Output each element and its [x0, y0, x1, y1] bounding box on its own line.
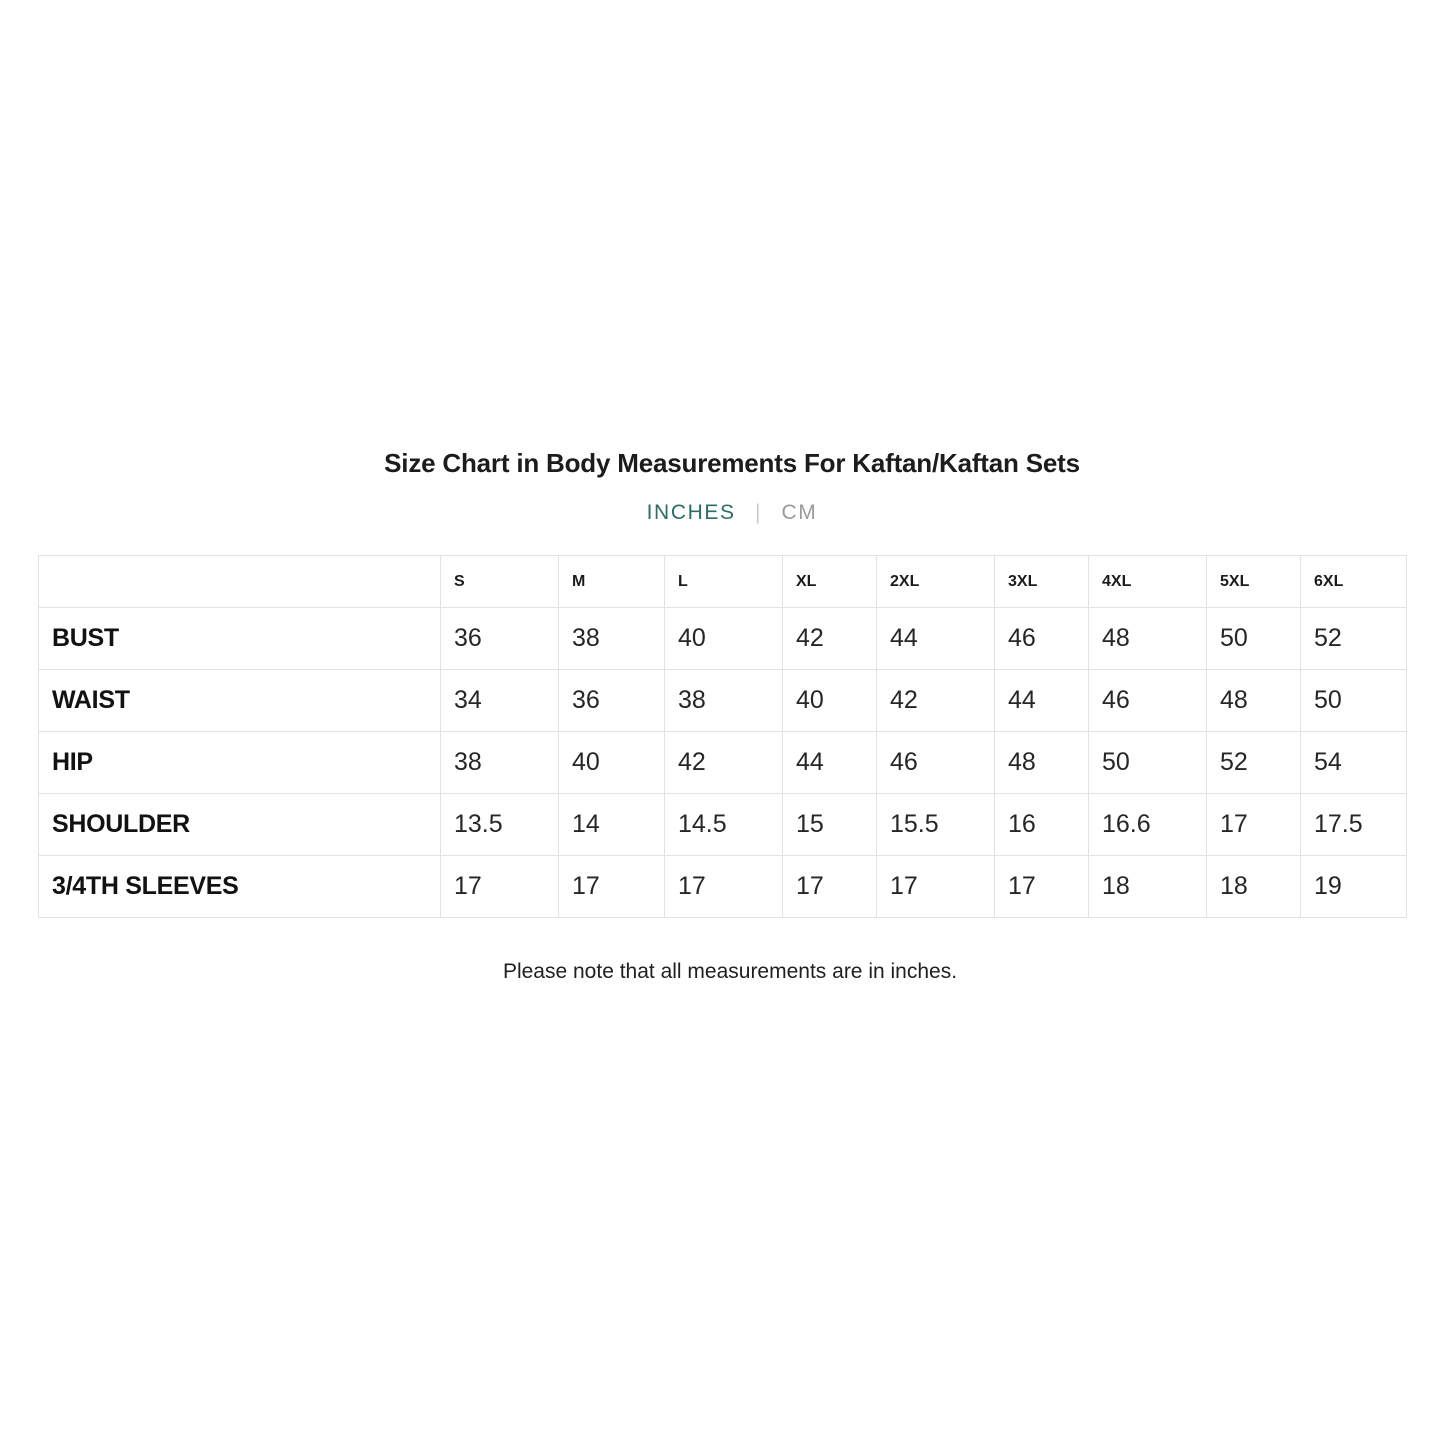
cell-bust-6xl: 52	[1301, 608, 1407, 670]
cell-hip-2xl: 46	[877, 732, 995, 794]
cell-shoulder-s: 13.5	[441, 794, 559, 856]
column-header-5xl: 5XL	[1207, 556, 1301, 608]
cell-sleeves-5xl: 18	[1207, 856, 1301, 918]
unit-toggle	[38, 501, 1406, 525]
cell-waist-m: 36	[559, 670, 665, 732]
measurement-footnote: Please note that all measurements are in inches.	[502, 960, 958, 983]
table-header-row	[39, 556, 1407, 608]
cell-hip-3xl: 48	[995, 732, 1089, 794]
cell-bust-4xl: 48	[1089, 608, 1207, 670]
unit-separator: |	[755, 501, 763, 524]
cell-sleeves-xl: 17	[783, 856, 877, 918]
row-label-hip: HIP	[39, 732, 441, 794]
cell-waist-5xl: 48	[1207, 670, 1301, 732]
cell-shoulder-m: 14	[559, 794, 665, 856]
row-label-waist: WAIST	[39, 670, 441, 732]
cell-hip-4xl: 50	[1089, 732, 1207, 794]
cell-hip-s: 38	[441, 732, 559, 794]
size-chart-block	[38, 448, 1406, 918]
cell-bust-5xl: 50	[1207, 608, 1301, 670]
row-label-shoulder: SHOULDER	[39, 794, 441, 856]
cell-shoulder-xl: 15	[783, 794, 877, 856]
table-corner-cell	[39, 556, 441, 608]
row-label-three-quarter-sleeves: 3/4TH SLEEVES	[39, 856, 441, 918]
table-row	[39, 794, 1407, 856]
cell-sleeves-3xl: 17	[995, 856, 1089, 918]
cell-hip-xl: 44	[783, 732, 877, 794]
cell-shoulder-5xl: 17	[1207, 794, 1301, 856]
page-title: Size Chart in Body Measurements For Kaftan/Kaftan Sets	[384, 448, 1080, 478]
cell-hip-l: 42	[665, 732, 783, 794]
cell-shoulder-4xl: 16.6	[1089, 794, 1207, 856]
cell-bust-2xl: 44	[877, 608, 995, 670]
table-row	[39, 670, 1407, 732]
cell-shoulder-3xl: 16	[995, 794, 1089, 856]
unit-inches-tab[interactable]: INCHES	[646, 501, 736, 524]
cell-sleeves-6xl: 19	[1301, 856, 1407, 918]
cell-waist-3xl: 44	[995, 670, 1089, 732]
cell-hip-5xl: 52	[1207, 732, 1301, 794]
cell-shoulder-l: 14.5	[665, 794, 783, 856]
cell-sleeves-m: 17	[559, 856, 665, 918]
row-label-bust: BUST	[39, 608, 441, 670]
cell-waist-xl: 40	[783, 670, 877, 732]
column-header-xl: XL	[783, 556, 877, 608]
cell-shoulder-6xl: 17.5	[1301, 794, 1407, 856]
column-header-s: S	[441, 556, 559, 608]
cell-sleeves-2xl: 17	[877, 856, 995, 918]
cell-waist-6xl: 50	[1301, 670, 1407, 732]
column-header-3xl: 3XL	[995, 556, 1089, 608]
size-measurements-table	[38, 555, 1407, 918]
cell-sleeves-l: 17	[665, 856, 783, 918]
cell-hip-6xl: 54	[1301, 732, 1407, 794]
table-row	[39, 856, 1407, 918]
column-header-2xl: 2XL	[877, 556, 995, 608]
table-row	[39, 608, 1407, 670]
cell-bust-m: 38	[559, 608, 665, 670]
cell-bust-s: 36	[441, 608, 559, 670]
cell-bust-xl: 42	[783, 608, 877, 670]
cell-waist-4xl: 46	[1089, 670, 1207, 732]
cell-waist-2xl: 42	[877, 670, 995, 732]
column-header-6xl: 6XL	[1301, 556, 1407, 608]
cell-bust-l: 40	[665, 608, 783, 670]
cell-sleeves-s: 17	[441, 856, 559, 918]
cell-shoulder-2xl: 15.5	[877, 794, 995, 856]
cell-waist-s: 34	[441, 670, 559, 732]
column-header-4xl: 4XL	[1089, 556, 1207, 608]
column-header-m: M	[559, 556, 665, 608]
unit-cm-tab[interactable]: CM	[781, 501, 818, 524]
cell-sleeves-4xl: 18	[1089, 856, 1207, 918]
cell-bust-3xl: 46	[995, 608, 1089, 670]
cell-hip-m: 40	[559, 732, 665, 794]
table-row	[39, 732, 1407, 794]
cell-waist-l: 38	[665, 670, 783, 732]
column-header-l: L	[665, 556, 783, 608]
